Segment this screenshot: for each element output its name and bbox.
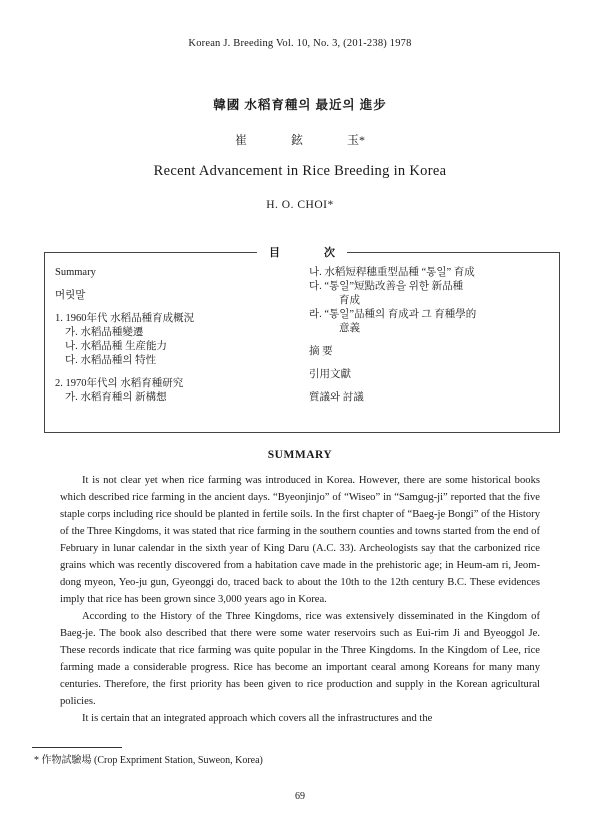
toc-item: Summary (55, 267, 96, 278)
toc-item: 나. 水稻短稈穗重型品種 “통일” 育成 (309, 267, 475, 278)
toc-heading (45, 244, 559, 260)
toc-item: 質議와 討議 (309, 392, 364, 403)
journal-header: Korean J. Breeding Vol. 10, No. 3, (201-238) 1978 (188, 38, 412, 49)
toc-left-column (55, 266, 295, 405)
footnote-rule (32, 747, 122, 748)
toc-item: 머릿말 (55, 290, 86, 301)
page-number: 69 (295, 791, 305, 802)
toc-item: 가. 水稻品種變遷 (65, 327, 144, 338)
toc-item: 引用文獻 (309, 369, 351, 380)
korean-title: 韓國 水稻育種의 最近의 進步 (213, 98, 387, 112)
table-of-contents (44, 247, 560, 433)
author-char-2: 鉉 (290, 133, 303, 147)
author-char-3: 玉* (347, 133, 366, 147)
footnote: * 作物試驗場 (Crop Expriment Station, Suweon, Korea) (34, 755, 263, 766)
toc-item: 意義 (339, 323, 360, 334)
summary-heading: SUMMARY (267, 449, 333, 461)
toc-item: 라. “통일”品種의 育成과 그 育種學的 (309, 309, 477, 320)
toc-item: 摘 要 (309, 346, 333, 357)
toc-item: 다. “통일”短點改善을 위한 新品種 (309, 281, 464, 292)
author-char-1: 崔 (234, 133, 247, 147)
summary-paragraph: According to the History of the Three Kingdoms, rice was extensively disseminated in the Kingdom of Baeg-je. The book also described that there were some water reservoirs such as Eui-rim Ji and Byeoggol Je. These records indicate that rice farming was quite popular in the Three Kingdoms. In the Kingdom of Lee, rice farming made a considerable progress. Rice has become an important cearal among Koreans for many many centuries. Therefore, the first priority has been given to rice production and supply in the Korean agricultural policies. (60, 611, 540, 707)
summary-paragraph: It is not clear yet when rice farming was introduced in Korea. However, there are some historical books which described rice farming in the ancient days. “Byeonjinjo” of “Wiseo” in “Samgug-ji” reported that the five staple corps including rice should be planted in fertile soils. In the first chapter of “Baeg-je Bongi” of the History of the Three Kingdoms, it was stated that rice farming in the southern counties and towns started from the end of February in lunar calendar in the sixth year of King Daru (A.C. 33). Archeologists say that the carbonized rice grains which was recently discovered from a habitation cave made in the prehistoric age; in Heum-am ri, Jeom-dong myeon, Yeo-ju gun, Gyeonggi do, traced back to about the 10th to the 12th century B.C. These evidences imply that rice has been grown since 3,000 years ago in Korea. (60, 475, 540, 605)
toc-item: 다. 水稻品種의 特性 (65, 355, 157, 366)
toc-heading-char-1: 目 (269, 247, 280, 259)
toc-right-column (309, 266, 549, 405)
english-title: Recent Advancement in Rice Breeding in Korea (153, 163, 447, 179)
english-author: H. O. CHOI* (266, 199, 334, 211)
korean-author (0, 131, 600, 148)
toc-item: 나. 水稻品種 生産能力 (65, 341, 168, 352)
toc-item: 育成 (339, 295, 360, 306)
toc-item: 가. 水稻育種의 新構想 (65, 392, 167, 403)
toc-heading-char-2: 次 (324, 247, 335, 259)
toc-item: 2. 1970年代의 水稻育種研究 (55, 378, 184, 389)
summary-body (60, 472, 540, 727)
toc-item: 1. 1960年代 水稻品種育成概況 (55, 313, 195, 324)
summary-paragraph: It is certain that an integrated approach which covers all the infrastructures and the (82, 713, 433, 724)
